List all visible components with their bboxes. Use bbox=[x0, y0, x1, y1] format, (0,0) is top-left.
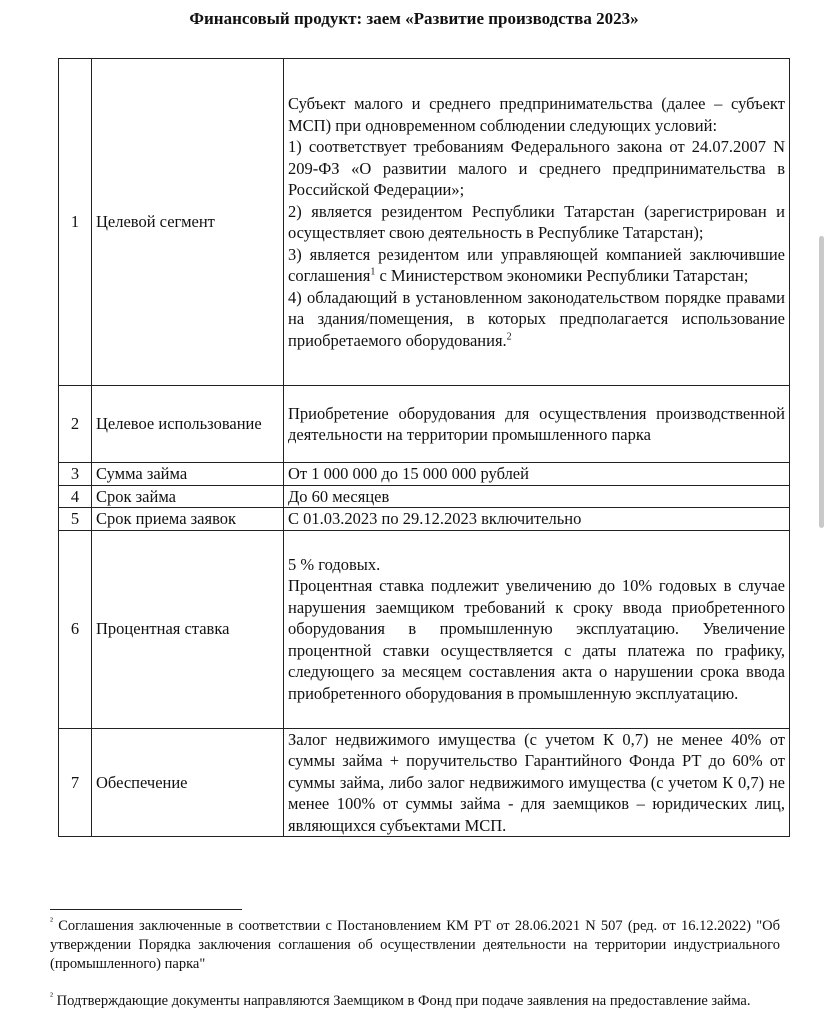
loan-terms-table bbox=[58, 58, 790, 837]
row-value: До 60 месяцев bbox=[284, 485, 790, 508]
row-number: 1 bbox=[59, 59, 92, 386]
footnote bbox=[50, 992, 780, 1011]
row-label: Срок приема заявок bbox=[92, 508, 284, 531]
document-title: Финансовый продукт: заем «Развитие производства 2023» bbox=[189, 9, 639, 28]
row-label: Сумма займа bbox=[92, 463, 284, 486]
paragraph: Субъект малого и среднего предпринимательства (далее – субъект МСП) при одновременном соблюдении следующих условий: bbox=[288, 94, 785, 135]
table-row bbox=[59, 728, 790, 837]
footnote bbox=[50, 917, 780, 974]
table-row bbox=[59, 59, 790, 386]
paragraph: 1) соответствует требованиям Федерального закона от 24.07.2007 N 209-ФЗ «О развитии малого и среднего предпринимательства в Российской Федерации»; bbox=[288, 137, 785, 199]
row-number: 3 bbox=[59, 463, 92, 486]
footnote-text: Подтверждающие документы направляются Заемщиком в Фонд при подаче заявления на предоставление займа. bbox=[56, 993, 751, 1009]
row-label: Процентная ставка bbox=[92, 530, 284, 728]
row-value bbox=[284, 530, 790, 728]
footnote-mark: ² bbox=[50, 916, 53, 928]
paragraph: 5 % годовых. bbox=[288, 554, 381, 574]
paragraph-text: 4) обладающий в установленном законодательством порядке правами на здания/помещения, в которых предполагается использование приобретаемого оборудования. bbox=[288, 287, 785, 350]
row-value: Приобретение оборудования для осуществления производственной деятельности на территории промышленного парка bbox=[284, 386, 790, 463]
row-number: 2 bbox=[59, 386, 92, 463]
row-label: Целевое использование bbox=[92, 386, 284, 463]
scrollbar[interactable] bbox=[819, 236, 824, 528]
table-row bbox=[59, 463, 790, 486]
table-row bbox=[59, 386, 790, 463]
row-label: Целевой сегмент bbox=[92, 59, 284, 386]
paragraph bbox=[288, 244, 785, 287]
table-row bbox=[59, 508, 790, 531]
row-number: 5 bbox=[59, 508, 92, 531]
paragraph-text: с Министерством экономики Республики Татарстан; bbox=[379, 266, 749, 285]
row-value: От 1 000 000 до 15 000 000 рублей bbox=[284, 463, 790, 486]
row-label: Обеспечение bbox=[92, 728, 284, 837]
footnote-text: Соглашения заключенные в соответствии с Постановлением КМ РТ от 28.06.2021 N 507 (ред. от 16.12.2022) "Об утверждении Порядка заключения соглашения об осуществлении деятельности на территории индустриального (промышленного) парка" bbox=[50, 918, 780, 972]
paragraph: 2) является резидентом Республики Татарстан (зарегистрирован и осуществляет свою деятельность в Республике Татарстан); bbox=[288, 201, 785, 242]
paragraph: Процентная ставка подлежит увеличению до 10% годовых в случае нарушения заемщиком требований к сроку ввода приобретенного оборудования в промышленную эксплуатацию. Увеличение процентной ставки осуществляется с даты платежа по графику, следующего за месяцем составления акта о нарушении срока ввода приобретенного оборудования в промышленную эксплуатацию. bbox=[288, 576, 785, 703]
row-number: 7 bbox=[59, 728, 92, 837]
footnote-separator bbox=[50, 909, 242, 910]
table-row bbox=[59, 485, 790, 508]
row-number: 4 bbox=[59, 485, 92, 508]
footnote-mark: 2 bbox=[506, 331, 512, 342]
row-value bbox=[284, 59, 790, 386]
row-number: 6 bbox=[59, 530, 92, 728]
row-value: С 01.03.2023 по 29.12.2023 включительно bbox=[284, 508, 790, 531]
row-value: Залог недвижимого имущества (с учетом К 0,7) не менее 40% от суммы займа + поручительство Гарантийного Фонда РТ до 60% от суммы займа, либо залог недвижимого имущества (с учетом К 0,7) не менее 100% от суммы займа - для заемщиков – юридических лиц, являющихся субъектами МСП. bbox=[284, 728, 790, 837]
footnote-mark: ² bbox=[50, 991, 53, 1003]
footnote-mark: 1 bbox=[370, 266, 376, 278]
table-row bbox=[59, 530, 790, 728]
paragraph-text: 3) является резидентом или управляющей компанией заключившие соглашения bbox=[288, 244, 785, 285]
paragraph bbox=[288, 287, 785, 352]
row-label: Срок займа bbox=[92, 485, 284, 508]
